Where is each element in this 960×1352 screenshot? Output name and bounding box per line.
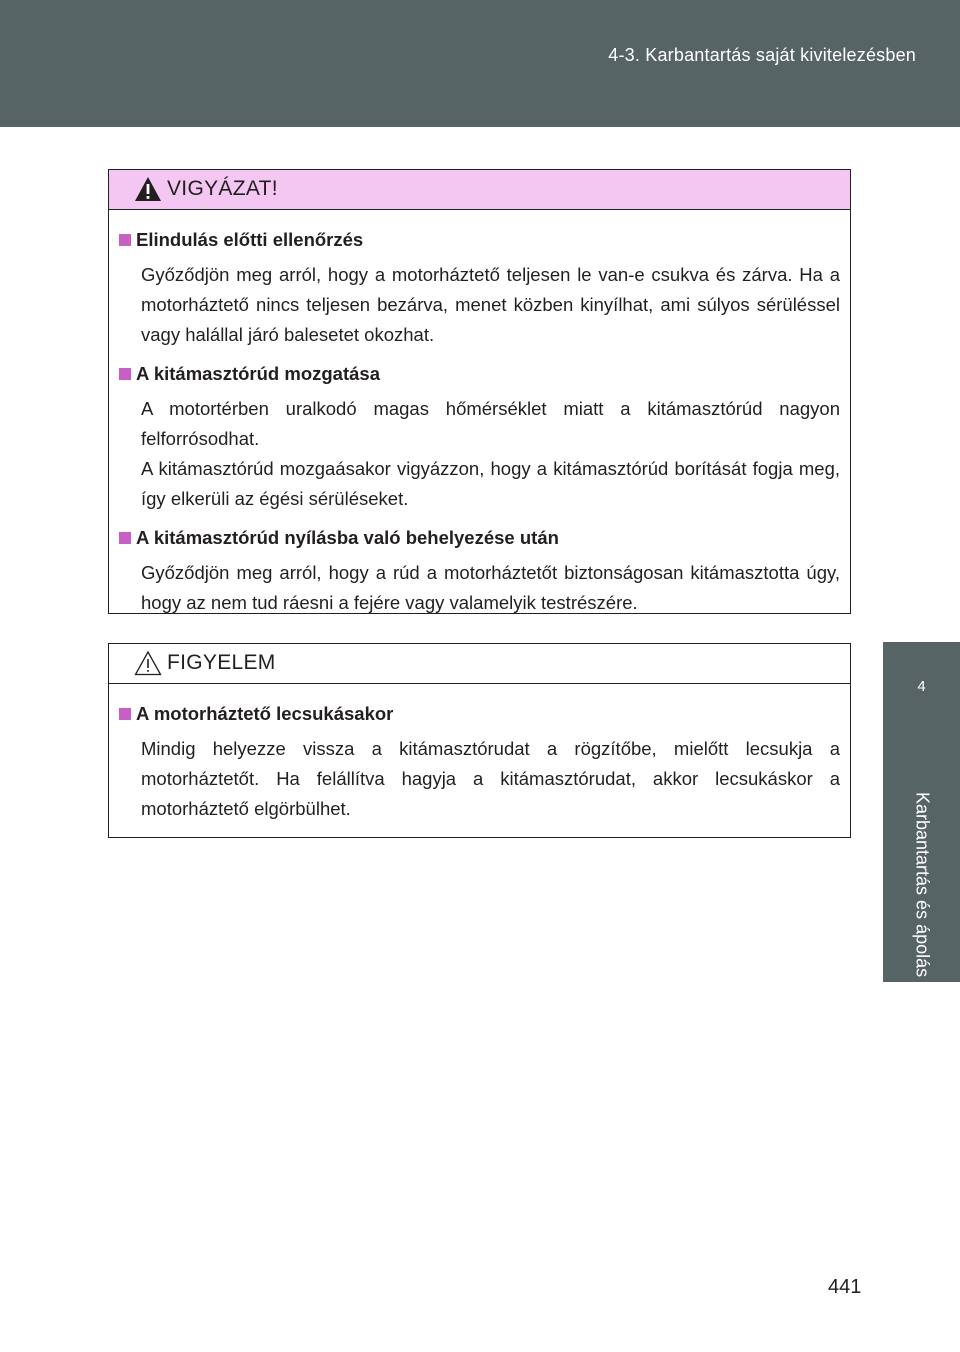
section-heading bbox=[119, 228, 840, 252]
section-text bbox=[141, 734, 840, 824]
chapter-side-tab bbox=[883, 642, 960, 982]
page-number: 441 bbox=[828, 1276, 862, 1298]
warning-triangle-filled-icon bbox=[133, 175, 163, 203]
section-text bbox=[141, 260, 840, 350]
square-bullet-icon bbox=[119, 532, 131, 544]
section-text bbox=[141, 558, 840, 618]
square-bullet-icon bbox=[119, 234, 131, 246]
caution-section bbox=[119, 526, 840, 618]
square-bullet-icon bbox=[119, 708, 131, 720]
notice-body bbox=[109, 684, 850, 824]
section-text bbox=[141, 394, 840, 514]
section-heading bbox=[119, 362, 840, 386]
section-title: A kitámasztórúd mozgatása bbox=[136, 363, 380, 384]
section-title: Elindulás előtti ellenőrzés bbox=[136, 229, 364, 250]
chapter-label-wrapper bbox=[897, 792, 947, 992]
caution-box bbox=[108, 169, 851, 614]
paragraph: A motortérben uralkodó magas hőmérséklet miatt a kitámasztórúd nagyon felforrósodhat. bbox=[141, 398, 840, 449]
chapter-number: 4 bbox=[917, 678, 926, 695]
notice-box bbox=[108, 643, 851, 838]
chapter-title: 4-3. Karbantartás saját kivitelezésben bbox=[608, 45, 916, 65]
paragraph: Győződjön meg arról, hogy a motorháztető teljesen le van-e csukva és zárva. Ha a motorháztető nincs teljesen bezárva, menet közben kinyílhat, ami súlyos sérüléssel vagy halállal járó balesetet okozhat. bbox=[141, 264, 840, 345]
paragraph: A kitámasztórúd mozgaásakor vigyázzon, hogy a kitámasztórúd borítását fogja meg, így elkerüli az égési sérüléseket. bbox=[141, 458, 840, 509]
caution-header bbox=[109, 170, 850, 210]
section-heading bbox=[119, 702, 840, 726]
notice-title: FIGYELEM bbox=[167, 651, 276, 674]
caution-title: VIGYÁZAT! bbox=[167, 177, 278, 200]
paragraph: Győződjön meg arról, hogy a rúd a motorháztetőt biztonságosan kitámasztotta úgy, hogy az nem tud ráesni a fejére vagy valamelyik testrészére. bbox=[141, 562, 840, 613]
warning-triangle-outline-icon bbox=[133, 649, 163, 677]
notice-section bbox=[119, 702, 840, 824]
section-heading bbox=[119, 526, 840, 550]
section-title: A motorháztető lecsukásakor bbox=[136, 703, 394, 724]
caution-section bbox=[119, 362, 840, 514]
square-bullet-icon bbox=[119, 368, 131, 380]
paragraph: Mindig helyezze vissza a kitámasztórudat a rögzítőbe, mielőtt lecsukja a motorháztetőt. Ha felállítva hagyja a kitámasztórudat, akkor lecsukáskor a motorháztető elgörbülhet. bbox=[141, 738, 840, 819]
caution-section bbox=[119, 228, 840, 350]
section-title: A kitámasztórúd nyílásba való behelyezése után bbox=[136, 527, 559, 548]
caution-body bbox=[109, 210, 850, 618]
notice-header bbox=[109, 644, 850, 684]
page-header bbox=[0, 0, 960, 127]
chapter-label: Karbantartás és ápolás bbox=[912, 792, 933, 978]
